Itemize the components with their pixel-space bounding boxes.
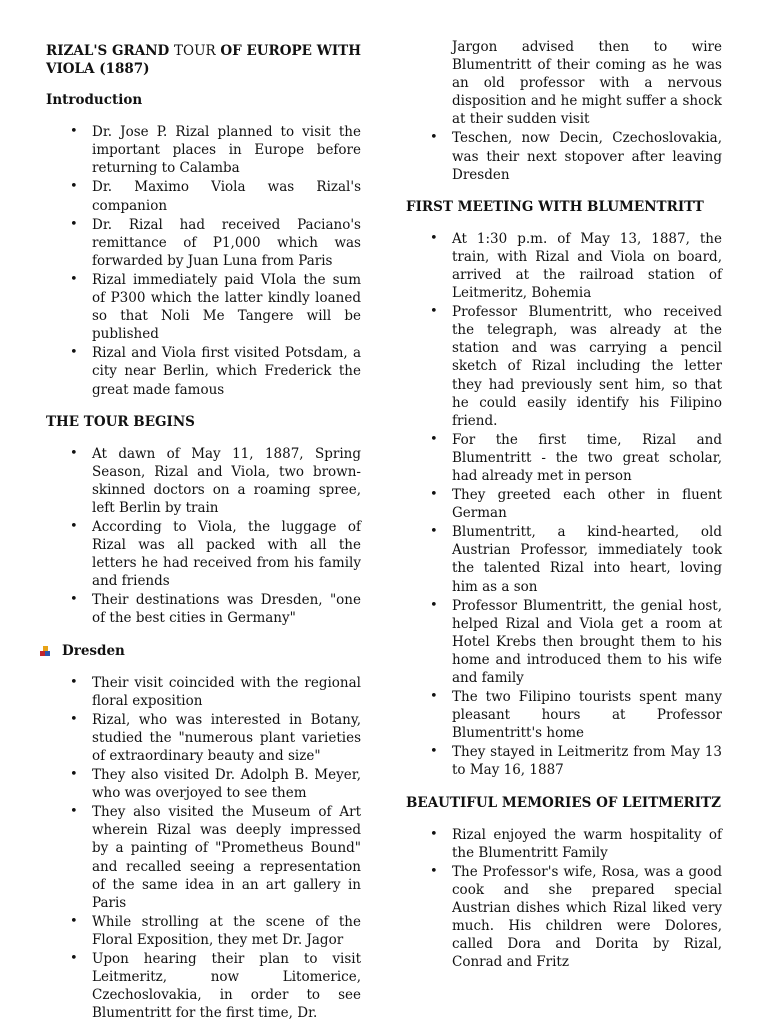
section-heading-tour-begins: THE TOUR BEGINS xyxy=(46,413,195,430)
left-column xyxy=(46,38,361,1023)
list-item: • Rizal, who was interested in Botany, studied the "numerous plant varieties of extraordinary beauty and size" xyxy=(92,711,361,765)
introduction-list xyxy=(46,123,361,398)
list-item: • Blumentritt, a kind-hearted, old Austrian Professor, immediately took the talented Rizal into heart, loving him as a son xyxy=(452,523,722,595)
subsection-heading-dresden xyxy=(40,642,361,660)
section-heading-introduction: Introduction xyxy=(46,92,143,109)
list-item: • They greeted each other in fluent German xyxy=(452,486,722,522)
continued-list xyxy=(406,38,722,184)
first-meeting-list xyxy=(406,230,722,780)
tour-begins-list xyxy=(46,445,361,628)
list-item: • The two Filipino tourists spent many pleasant hours at Professor Blumentritt's home xyxy=(452,688,722,742)
list-item: • Their visit coincided with the regional floral exposition xyxy=(92,674,361,710)
list-item: • While strolling at the scene of the Floral Exposition, they met Dr. Jagor xyxy=(92,913,361,949)
section-heading-first-meeting: FIRST MEETING WITH BLUMENTRITT xyxy=(406,198,704,215)
list-item: • Their destinations was Dresden, "one of the best cities in Germany" xyxy=(92,591,361,627)
section-heading-beautiful-memories: BEAUTIFUL MEMORIES OF LEITMERITZ xyxy=(406,794,721,811)
beautiful-memories-list xyxy=(406,826,722,972)
right-column xyxy=(406,38,722,972)
dresden-list xyxy=(46,674,361,1023)
list-item: • Rizal immediately paid VIola the sum of P300 which the latter kindly loaned so that Noli Me Tangere will be published xyxy=(92,271,361,343)
subsection-heading-label: Dresden xyxy=(62,642,125,659)
title-part-2: TOUR xyxy=(174,43,216,59)
list-item-continuation: Jargon advised then to wire Blumentritt of their coming as he was an old professor with a nervous disposition and he might suffer a shock at their sudden visit xyxy=(452,39,722,128)
list-item: • Teschen, now Decin, Czechoslovakia, was their next stopover after leaving Dresden xyxy=(452,129,722,183)
title-part-3: OF EUROPE WITH VIOLA (1887) xyxy=(46,43,361,78)
list-item: • They also visited Dr. Adolph B. Meyer, who was overjoyed to see them xyxy=(92,766,361,802)
list-item: • Upon hearing their plan to visit Leitmeritz, now Litomerice, Czechoslovakia, in order to see Blumentritt for the first time, Dr. xyxy=(92,950,361,1022)
title-part-1: RIZAL'S GRAND xyxy=(46,43,175,59)
list-item: • Rizal enjoyed the warm hospitality of the Blumentritt Family xyxy=(452,826,722,862)
list-item: • Professor Blumentritt, who received the telegraph, was already at the station and was carrying a pencil sketch of Rizal including the letter they had previously sent him, so that he could easily identify his Filipino friend. xyxy=(452,303,722,430)
list-item: • Dr. Maximo Viola was Rizal's companion xyxy=(92,178,361,214)
document-title xyxy=(46,42,361,78)
list-item: • They stayed in Leitmeritz from May 13 to May 16, 1887 xyxy=(452,743,722,779)
list-item: • At 1:30 p.m. of May 13, 1887, the train, with Rizal and Viola on board, arrived at the railroad station of Leitmeritz, Bohemia xyxy=(452,230,722,302)
list-item: • They also visited the Museum of Art wherein Rizal was deeply impressed by a painting of "Prometheus Bound" and recalled seeing a representation of the same idea in an art gallery in Paris xyxy=(92,803,361,912)
list-item: • Rizal and Viola first visited Potsdam, a city near Berlin, which Frederick the great made famous xyxy=(92,344,361,398)
diamond-bullet-icon xyxy=(40,646,50,656)
list-item: • The Professor's wife, Rosa, was a good cook and she prepared special Austrian dishes which Rizal liked very much. His children were Dolores, called Dora and Dorita by Rizal, Conrad and Fritz xyxy=(452,863,722,972)
list-item: • Professor Blumentritt, the genial host, helped Rizal and Viola get a room at Hotel Krebs then brought them to his home and introduced them to his wife and family xyxy=(452,597,722,687)
list-item: • Dr. Jose P. Rizal planned to visit the important places in Europe before returning to Calamba xyxy=(92,123,361,177)
list-item: • For the first time, Rizal and Blumentritt - the two great scholar, had already met in person xyxy=(452,431,722,485)
list-item: • At dawn of May 11, 1887, Spring Season, Rizal and Viola, two brown-skinned doctors on a roaming spree, left Berlin by train xyxy=(92,445,361,517)
list-item: • Dr. Rizal had received Paciano's remittance of P1,000 which was forwarded by Juan Luna from Paris xyxy=(92,216,361,270)
list-item: • According to Viola, the luggage of Rizal was all packed with all the letters he had received from his family and friends xyxy=(92,518,361,590)
